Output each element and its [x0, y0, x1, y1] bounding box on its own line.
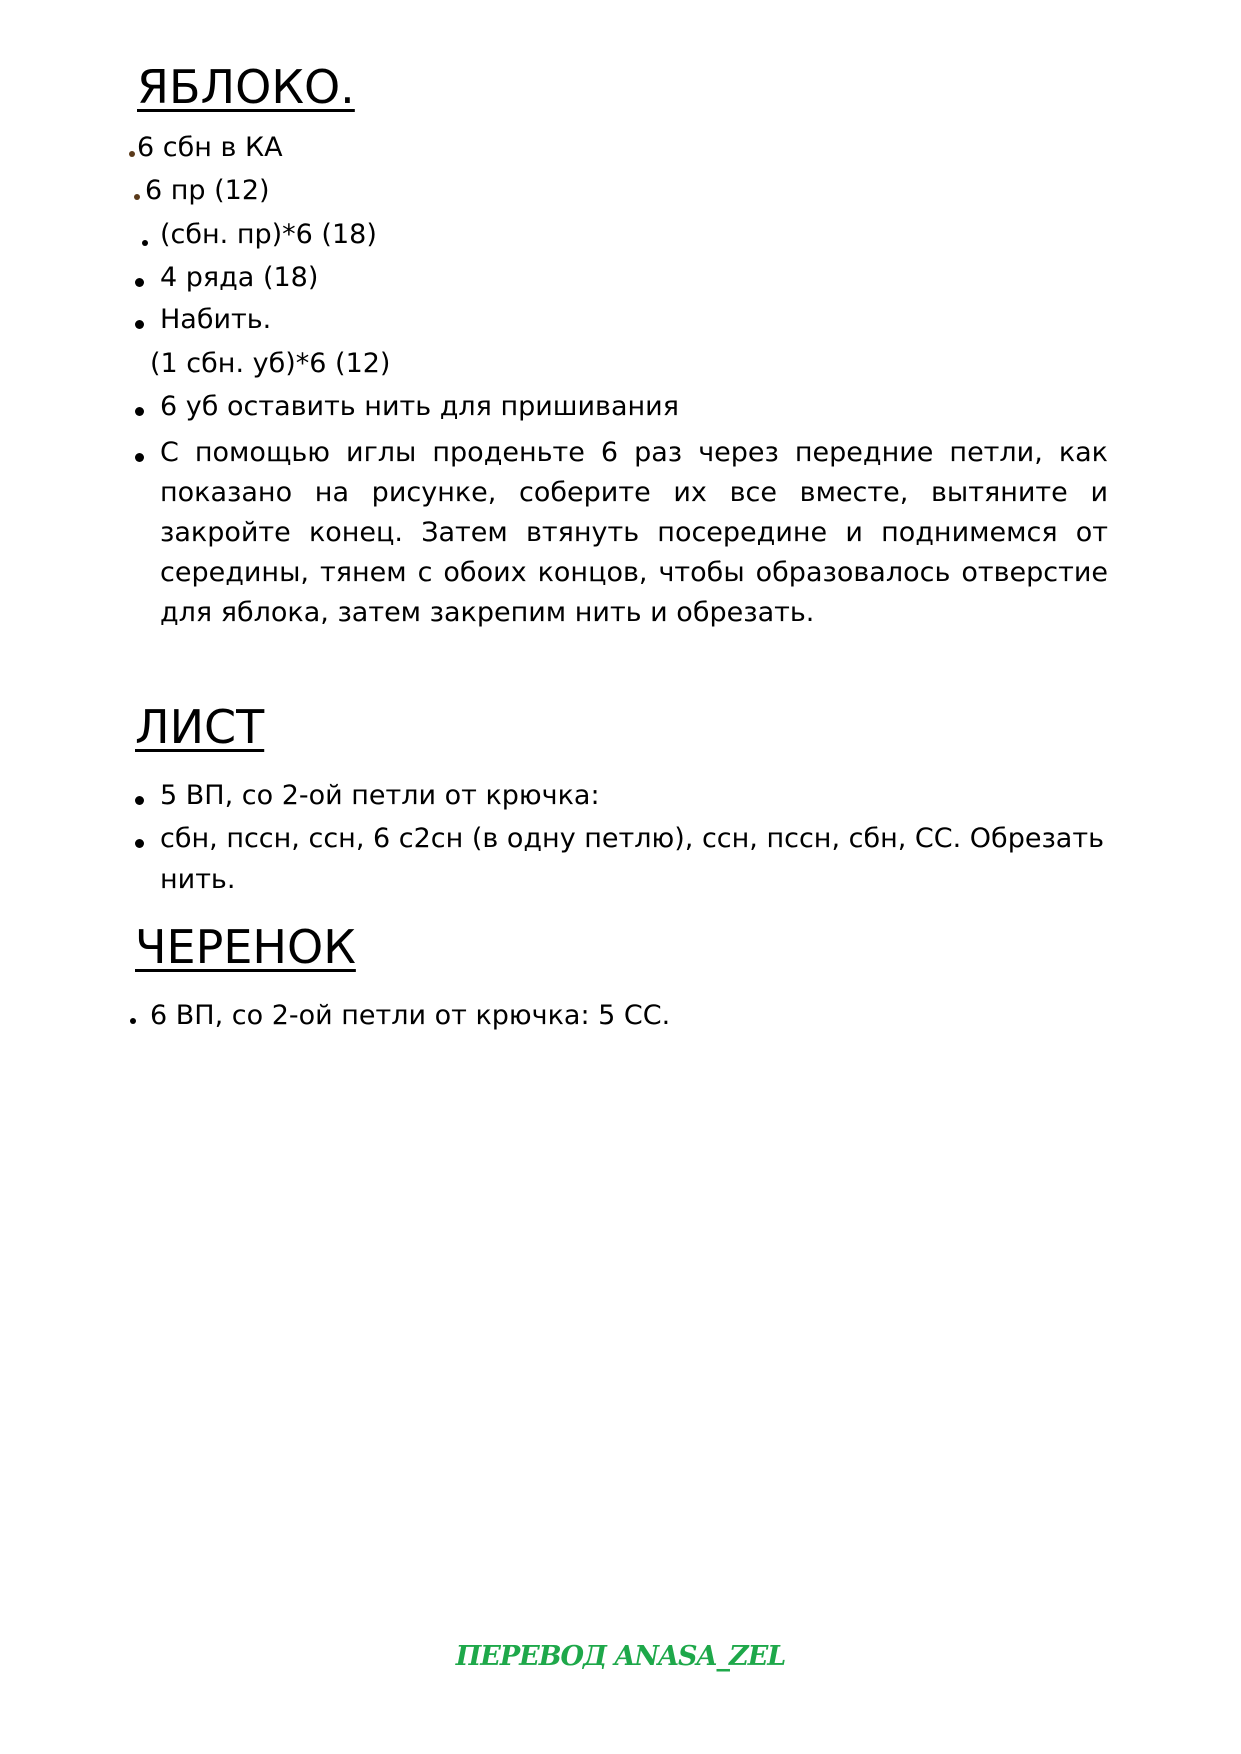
bullet: [142, 218, 148, 258]
translation-credit: ПЕРЕВОД ANASA_ZEL: [455, 1641, 786, 1672]
apple-row-1: 6 сбн в КА: [137, 132, 283, 163]
leaf-row-1: 5 ВП, со 2-ой петли от крючка:: [160, 780, 600, 811]
bullet: [134, 174, 140, 214]
apple-row-3: (сбн. пр)*6 (18): [160, 219, 377, 250]
apple-row-2: 6 пр (12): [145, 175, 270, 206]
section-title-leaf: ЛИСТ: [135, 700, 265, 754]
bullet: [135, 303, 144, 343]
leaf-row-2: сбн, пссн, ссн, 6 с2сн (в одну петлю), ссн, пссн, сбн, СС. Обрезать: [160, 823, 1104, 854]
bullet: [135, 261, 144, 301]
apple-row-7: 6 уб оставить нить для пришивания: [160, 391, 679, 422]
section-title-stem: ЧЕРЕНОК: [135, 920, 356, 974]
bullet: [135, 390, 144, 430]
apple-instruction: С помощью иглы проденьте 6 раз через передние петли, как показано на рисунке, соберите их все вместе, вытяните и закройте конец. Затем втянуть посередине и поднимемся от середины, тянем с обоих концов, чтобы образовалось отверстие для яблока, затем закрепим нить и обрезать.: [160, 437, 1108, 628]
apple-row-4: 4 ряда (18): [160, 262, 319, 293]
bullet: [135, 822, 144, 862]
bullet: [130, 999, 136, 1039]
bullet: [135, 436, 144, 476]
bullet: [135, 779, 144, 819]
section-title-apple: ЯБЛОКО.: [137, 60, 355, 114]
leaf-row-2-continued: нить.: [160, 864, 236, 895]
apple-row-5: Набить.: [160, 304, 272, 335]
bullet: [129, 131, 135, 171]
stem-row-1: 6 ВП, со 2-ой петли от крючка: 5 СС.: [150, 1000, 671, 1031]
apple-row-6: (1 сбн. уб)*6 (12): [150, 348, 391, 379]
